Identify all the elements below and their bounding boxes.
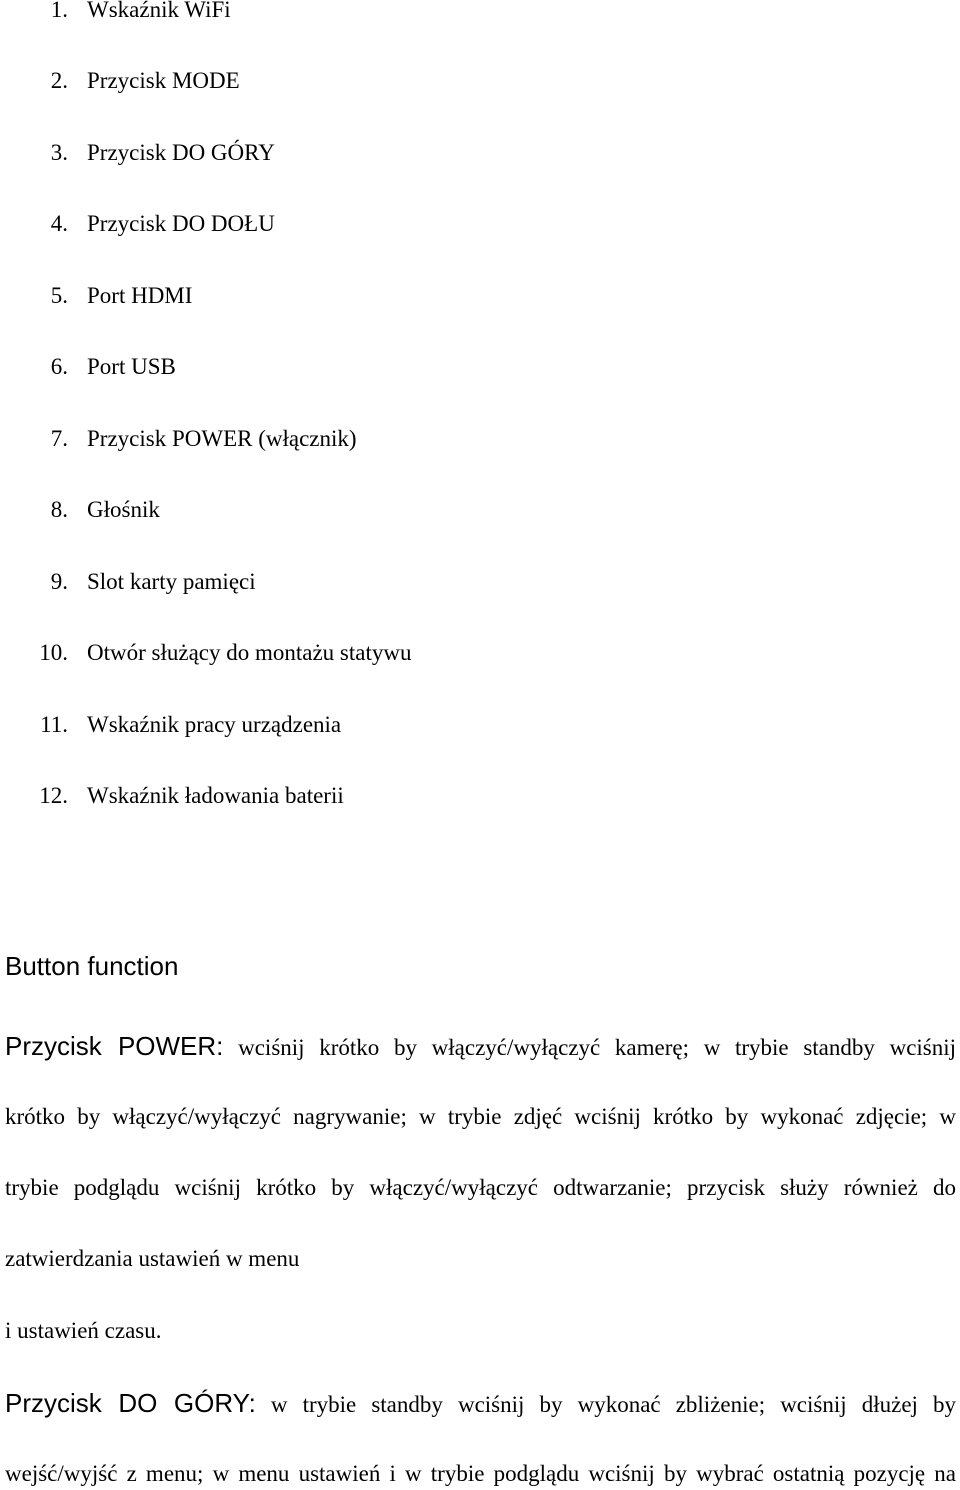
list-item	[0, 138, 960, 168]
power-paragraph-line: trybie podglądu wciśnij krótko by włączyć/wyłączyć odtwarzanie; przycisk służy również do	[5, 1175, 956, 1200]
list-item-number: 8.	[50, 497, 68, 522]
list-item-label: Wskaźnik WiFi	[87, 0, 231, 22]
list-item-label: Przycisk DO GÓRY	[87, 140, 275, 165]
list-item	[0, 781, 960, 811]
up-text: w trybie standby wciśnij by wykonać zbliżenie; wciśnij dłużej by	[270, 1392, 957, 1417]
up-paragraph-line: wejść/wyjść z menu; w menu ustawień i w trybie podglądu wciśnij by wybrać ostatnią pozycję na	[5, 1461, 956, 1486]
list-item	[0, 209, 960, 239]
list-item-number: 4.	[50, 211, 68, 236]
list-item	[0, 66, 960, 96]
list-item	[0, 0, 960, 25]
list-item-label: Port HDMI	[87, 283, 193, 308]
list-item-number: 7.	[50, 426, 68, 451]
power-paragraph-line: i ustawień czasu.	[5, 1318, 162, 1343]
power-paragraph-line	[5, 1030, 956, 1064]
list-item	[0, 352, 960, 382]
list-item-label: Wskaźnik pracy urządzenia	[87, 712, 342, 737]
power-lead-label: Przycisk POWER:	[5, 1031, 224, 1061]
power-text: wciśnij krótko by włączyć/wyłączyć kamerę; w trybie standby wciśnij	[238, 1035, 957, 1060]
list-item	[0, 638, 960, 668]
list-item-label: Głośnik	[87, 497, 160, 522]
up-lead-label: Przycisk DO GÓRY:	[5, 1388, 256, 1418]
list-item-label: Przycisk MODE	[87, 68, 240, 93]
list-item-number: 11.	[40, 712, 68, 737]
list-item-number: 3.	[50, 140, 68, 165]
list-item	[0, 495, 960, 525]
list-item-number: 5.	[50, 283, 68, 308]
power-paragraph-line: zatwierdzania ustawień w menu	[5, 1246, 300, 1271]
list-item	[0, 281, 960, 311]
list-item-label: Port USB	[87, 354, 176, 379]
list-item-number: 1.	[50, 0, 68, 22]
list-item-number: 6.	[50, 354, 68, 379]
section-heading: Button function	[5, 951, 179, 981]
list-item-label: Przycisk DO DOŁU	[87, 211, 275, 236]
list-item	[0, 710, 960, 740]
list-item-number: 2.	[50, 68, 68, 93]
power-paragraph-line: krótko by włączyć/wyłączyć nagrywanie; w trybie zdjęć wciśnij krótko by wykonać zdjęcie; w	[5, 1104, 956, 1129]
list-item-number: 12.	[39, 783, 68, 808]
list-item-label: Wskaźnik ładowania baterii	[87, 783, 344, 808]
list-item	[0, 424, 960, 454]
up-paragraph-line	[5, 1387, 956, 1421]
list-item	[0, 567, 960, 597]
list-item-label: Slot karty pamięci	[87, 569, 256, 594]
list-item-label: Otwór służący do montażu statywu	[87, 640, 412, 665]
list-item-label: Przycisk POWER (włącznik)	[87, 426, 357, 451]
list-item-number: 10.	[39, 640, 68, 665]
list-item-number: 9.	[50, 569, 68, 594]
